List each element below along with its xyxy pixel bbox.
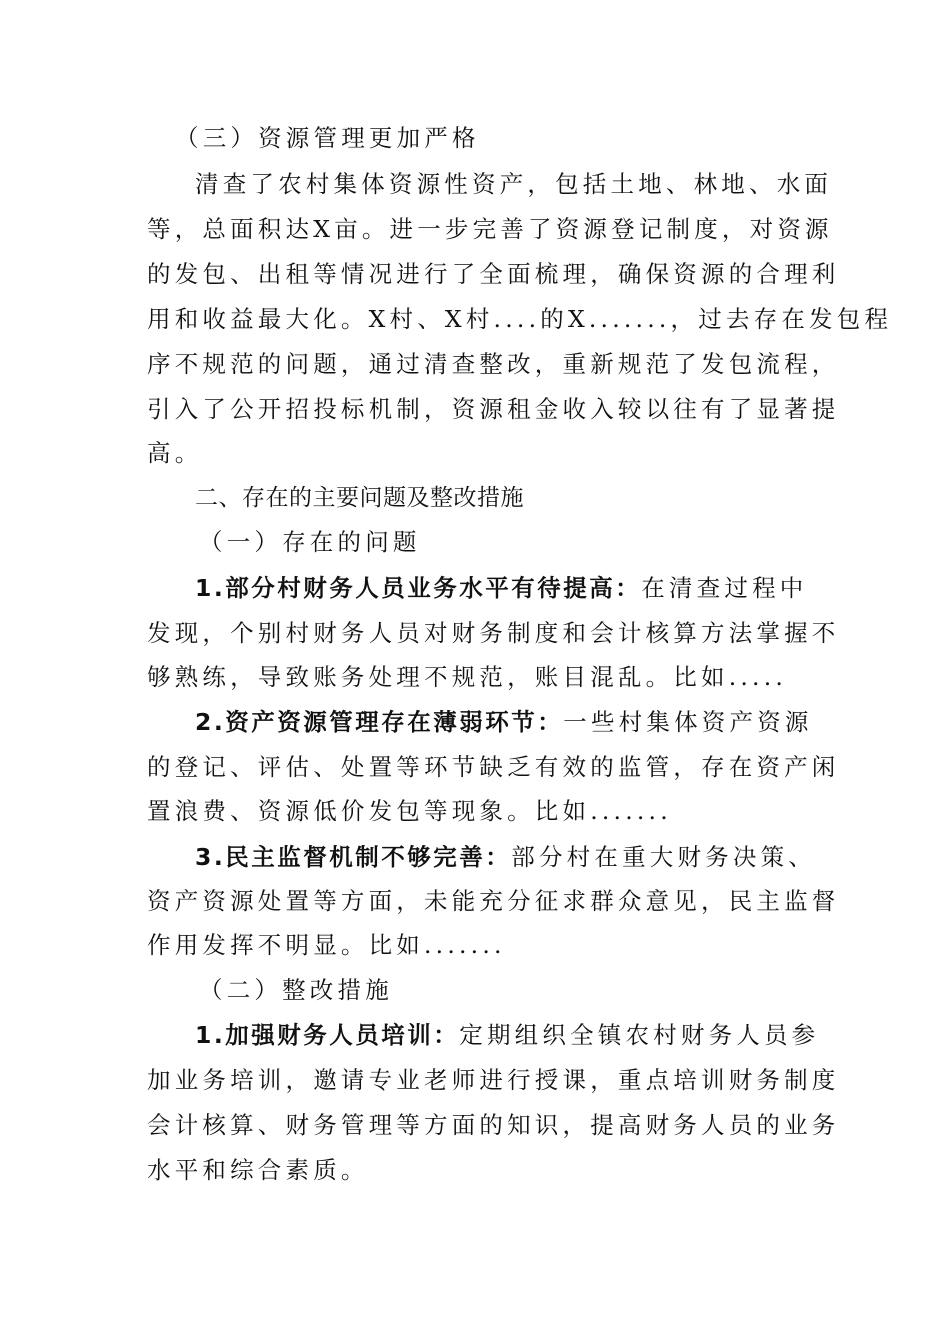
item-text: 在清查过程中	[641, 574, 808, 602]
paragraph-line: 的登记、评估、处置等环节缺乏有效的监管，存在资产闲	[147, 753, 840, 781]
paragraph-line: 作用发挥不明显。比如.......	[147, 931, 506, 959]
item-title: 3.民主监督机制不够完善：	[195, 843, 512, 871]
item-first-line	[195, 707, 813, 737]
section-heading: （三）资源管理更加严格	[175, 124, 480, 152]
item-first-line	[195, 842, 816, 872]
paragraph-line: 发现，个别村财务人员对财务制度和会计核算方法掌握不	[147, 619, 840, 647]
subsection-heading: （一）存在的问题	[199, 528, 421, 556]
item-first-line	[195, 1020, 819, 1050]
paragraph-line: 清查了农村集体资源性资产，包括土地、林地、水面	[195, 170, 833, 198]
paragraph-line: 用和收益最大化。X村、X村....的X.......，过去存在发包程	[147, 305, 893, 333]
paragraph-line: 加业务培训，邀请专业老师进行授课，重点培训财务制度	[147, 1066, 840, 1094]
item-text: 部分村在重大财务决策、	[511, 843, 816, 871]
subsection-heading: （二）整改措施	[199, 976, 393, 1004]
item-text: 一些村集体资产资源	[563, 708, 813, 736]
paragraph-line: 等，总面积达X亩。进一步完善了资源登记制度，对资源	[147, 215, 833, 243]
paragraph-line: 置浪费、资源低价发包等现象。比如.......	[147, 797, 672, 825]
item-title: 1.加强财务人员培训：	[195, 1021, 460, 1049]
item-title: 2.资产资源管理存在薄弱环节：	[195, 708, 564, 736]
part-heading: 二、存在的主要问题及整改措施	[195, 485, 524, 511]
paragraph-line: 够熟练，导致账务处理不规范，账目混乱。比如.....	[147, 663, 788, 691]
paragraph-line: 序不规范的问题，通过清查整改，重新规范了发包流程，	[147, 350, 840, 378]
paragraph-line: 水平和综合素质。	[147, 1156, 369, 1184]
paragraph-line: 会计核算、财务管理等方面的知识，提高财务人员的业务	[147, 1111, 840, 1139]
paragraph-line: 的发包、出租等情况进行了全面梳理，确保资源的合理利	[147, 260, 840, 288]
paragraph-line: 引入了公开招投标机制，资源租金收入较以往有了显著提	[147, 395, 840, 423]
item-first-line	[195, 573, 807, 603]
item-text: 定期组织全镇农村财务人员参	[459, 1021, 820, 1049]
paragraph-line: 高。	[147, 439, 203, 467]
item-title: 1.部分村财务人员业务水平有待提高：	[195, 574, 642, 602]
paragraph-line: 资产资源处置等方面，未能充分征求群众意见，民主监督	[147, 887, 840, 915]
